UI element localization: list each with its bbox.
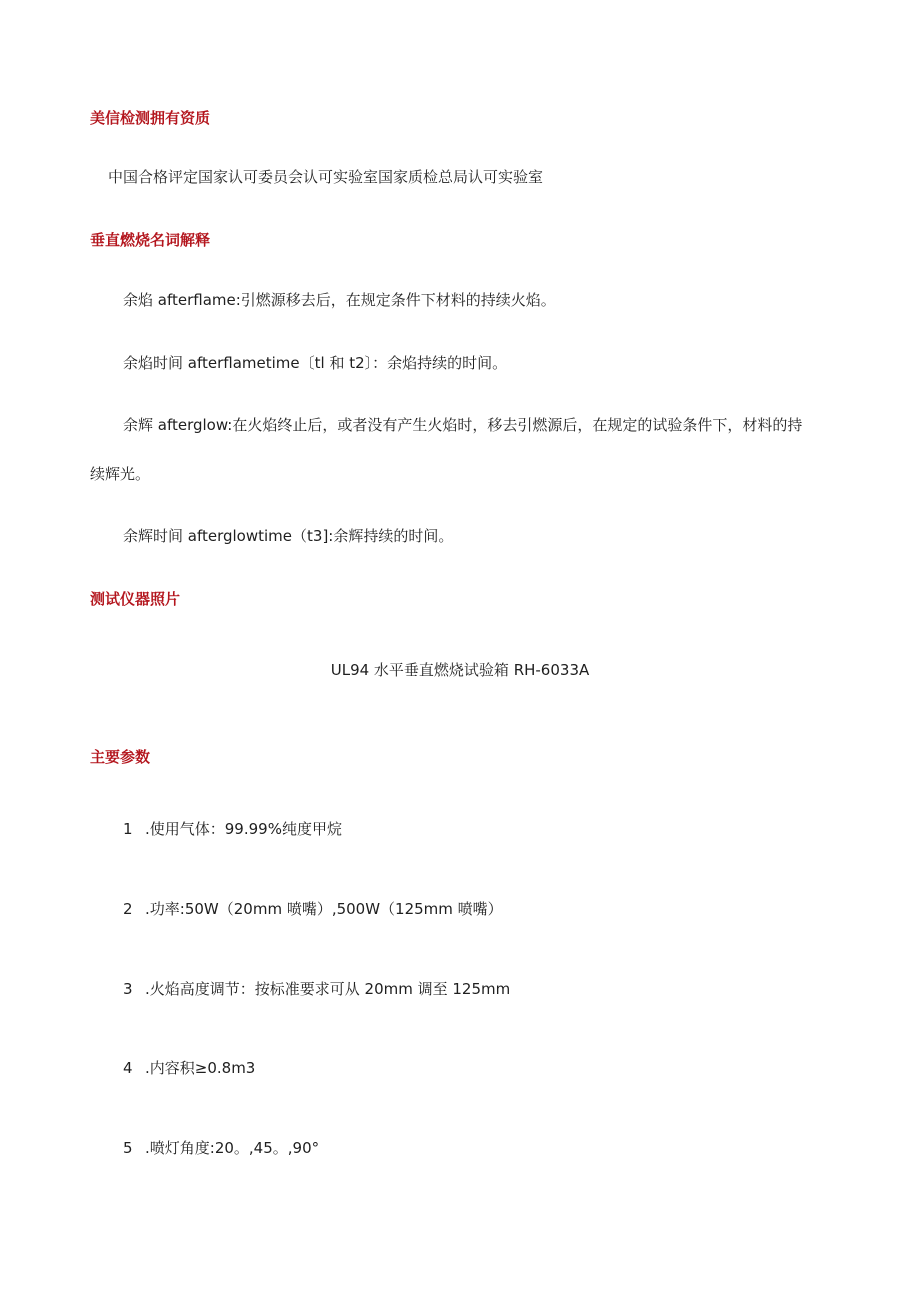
photo-caption: UL94 水平垂直燃烧试验箱 RH-6033A [330,661,590,679]
afterglow-definition-line1: 余辉 afterglow:在火焰终止后，或者没有产生火焰时，移去引燃源后，在规定的试验条件下，材料的持 [123,416,803,434]
param-text: .使用气体：99.99%纯度甲烷 [145,820,342,838]
afterglow-definition-line2: 续辉光。 [90,465,151,483]
param-number: 4 [123,1059,133,1077]
terms-heading: 垂直燃烧名词解释 [90,231,211,249]
params-heading: 主要参数 [90,748,151,766]
afterflame-definition: 余焰 afterflame:引燃源移去后，在规定条件下材料的持续火焰。 [123,291,556,309]
param-number: 5 [123,1139,133,1157]
param-text: .内容积≥0.8m3 [145,1059,256,1077]
param-text: .喷灯角度:20。,45。,90° [145,1139,320,1157]
qualification-heading: 美信检测拥有资质 [90,109,211,127]
param-item [123,1138,319,1158]
param-number: 3 [123,980,133,998]
photo-heading: 测试仪器照片 [90,590,181,608]
param-number: 1 [123,820,133,838]
param-item [123,1058,255,1078]
param-item [123,899,503,919]
param-number: 2 [123,900,133,918]
param-item [123,979,510,999]
param-text: .火焰高度调节：按标准要求可从 20mm 调至 125mm [145,980,511,998]
param-item [123,819,342,839]
qualification-text: 中国合格评定国家认可委员会认可实验室国家质检总局认可实验室 [108,168,544,186]
afterflame-time-definition: 余焰时间 afterflametime〔tl 和 t2〕：余焰持续的时间。 [123,354,508,372]
param-text: .功率:50W（20mm 喷嘴）,500W（125mm 喷嘴） [145,900,503,918]
afterglow-time-definition: 余辉时间 afterglowtime（t3]:余辉持续的时间。 [123,527,454,545]
